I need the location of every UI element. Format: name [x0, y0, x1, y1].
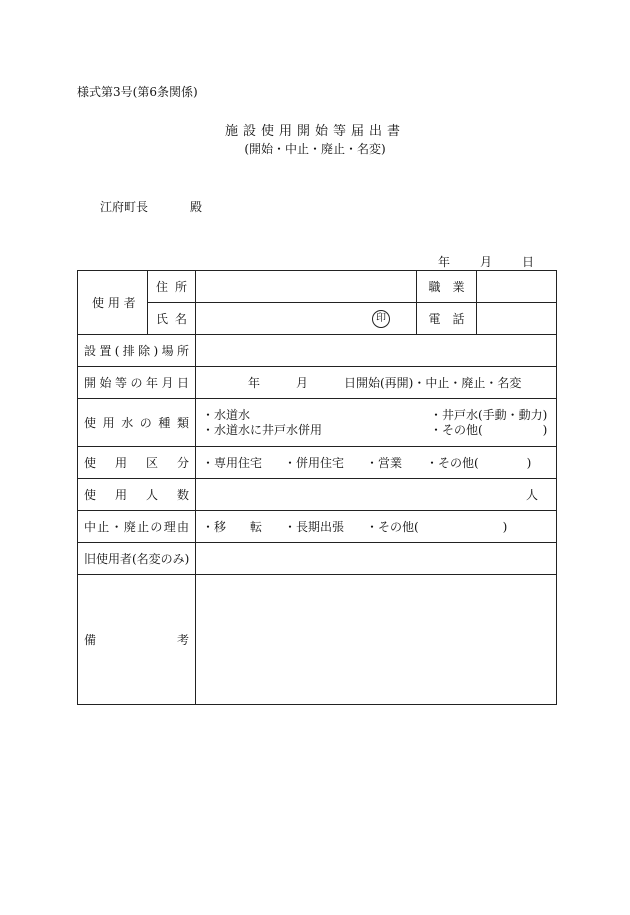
location-label: 設置(排除)場所 — [78, 335, 196, 367]
start-date-label: 開始等の年月日 — [78, 367, 196, 399]
occupation-field[interactable] — [477, 271, 557, 303]
reason-option-relocation[interactable]: ・移 転 — [202, 520, 263, 534]
reason-options — [196, 511, 557, 543]
user-label: 使 用 者 — [78, 271, 148, 335]
usage-option-private-house[interactable]: ・専用住宅 — [202, 456, 263, 470]
phone-label: 電 話 — [417, 303, 477, 335]
form-subtitle: (開始・中止・廃止・名変) — [244, 142, 386, 156]
water-type-label: 使用水の種類 — [78, 399, 196, 447]
reason-label: 中止・廃止の理由 — [78, 511, 196, 543]
user-count-label: 使用人数 — [78, 479, 196, 511]
usage-class-options — [196, 447, 557, 479]
former-user-label: 旧使用者(名変のみ) — [78, 543, 196, 575]
addressee-name: 江府町長 — [100, 200, 149, 214]
submission-date — [408, 253, 534, 270]
water-option-tap[interactable]: ・水道水 — [202, 407, 251, 422]
name-field[interactable] — [196, 303, 417, 335]
name-label: 氏 名 — [148, 303, 196, 335]
user-count-row — [78, 479, 557, 511]
remarks-field[interactable] — [196, 575, 557, 705]
remarks-label: 備考 — [78, 575, 196, 705]
occupation-label: 職 業 — [417, 271, 477, 303]
addressee — [100, 198, 202, 215]
water-option-tap-and-well[interactable]: ・水道水に井戸水併用 — [202, 422, 323, 437]
water-option-other[interactable]: ・その他( ) — [430, 422, 548, 437]
date-day: 日 — [521, 255, 534, 269]
reason-row — [78, 511, 557, 543]
form-title: 施設使用開始等届出書 — [224, 124, 405, 139]
water-type-options — [196, 399, 557, 447]
form-reference: 様式第3号(第6条関係) — [77, 85, 198, 99]
date-month: 月 — [479, 255, 492, 269]
usage-class-label: 使用区分 — [78, 447, 196, 479]
usage-option-other[interactable]: ・その他( ) — [426, 456, 532, 470]
former-user-row — [78, 543, 557, 575]
location-field[interactable] — [196, 335, 557, 367]
user-count-unit: 人 — [525, 488, 538, 502]
address-field[interactable] — [196, 271, 417, 303]
location-row — [78, 335, 557, 367]
addressee-honorific: 殿 — [190, 200, 203, 214]
date-year: 年 — [437, 255, 450, 269]
usage-option-mixed-house[interactable]: ・併用住宅 — [284, 456, 345, 470]
start-date-row — [78, 367, 557, 399]
seal-mark-icon: 印 — [372, 310, 390, 328]
reason-option-long-trip[interactable]: ・長期出張 — [284, 520, 345, 534]
user-name-row — [78, 303, 557, 335]
phone-field[interactable] — [477, 303, 557, 335]
user-count-field[interactable] — [196, 479, 557, 511]
notification-form-table — [77, 270, 557, 705]
usage-class-row — [78, 447, 557, 479]
user-address-row — [78, 271, 557, 303]
water-option-well[interactable]: ・井戸水(手動・動力) — [430, 407, 548, 422]
reason-option-other[interactable]: ・その他( ) — [366, 520, 508, 534]
usage-option-business[interactable]: ・営業 — [366, 456, 403, 470]
remarks-row — [78, 575, 557, 705]
start-date-field[interactable]: 年 月 日開始(再開)・中止・廃止・名変 — [196, 367, 557, 399]
former-user-field[interactable] — [196, 543, 557, 575]
water-type-row — [78, 399, 557, 447]
address-label: 住 所 — [148, 271, 196, 303]
